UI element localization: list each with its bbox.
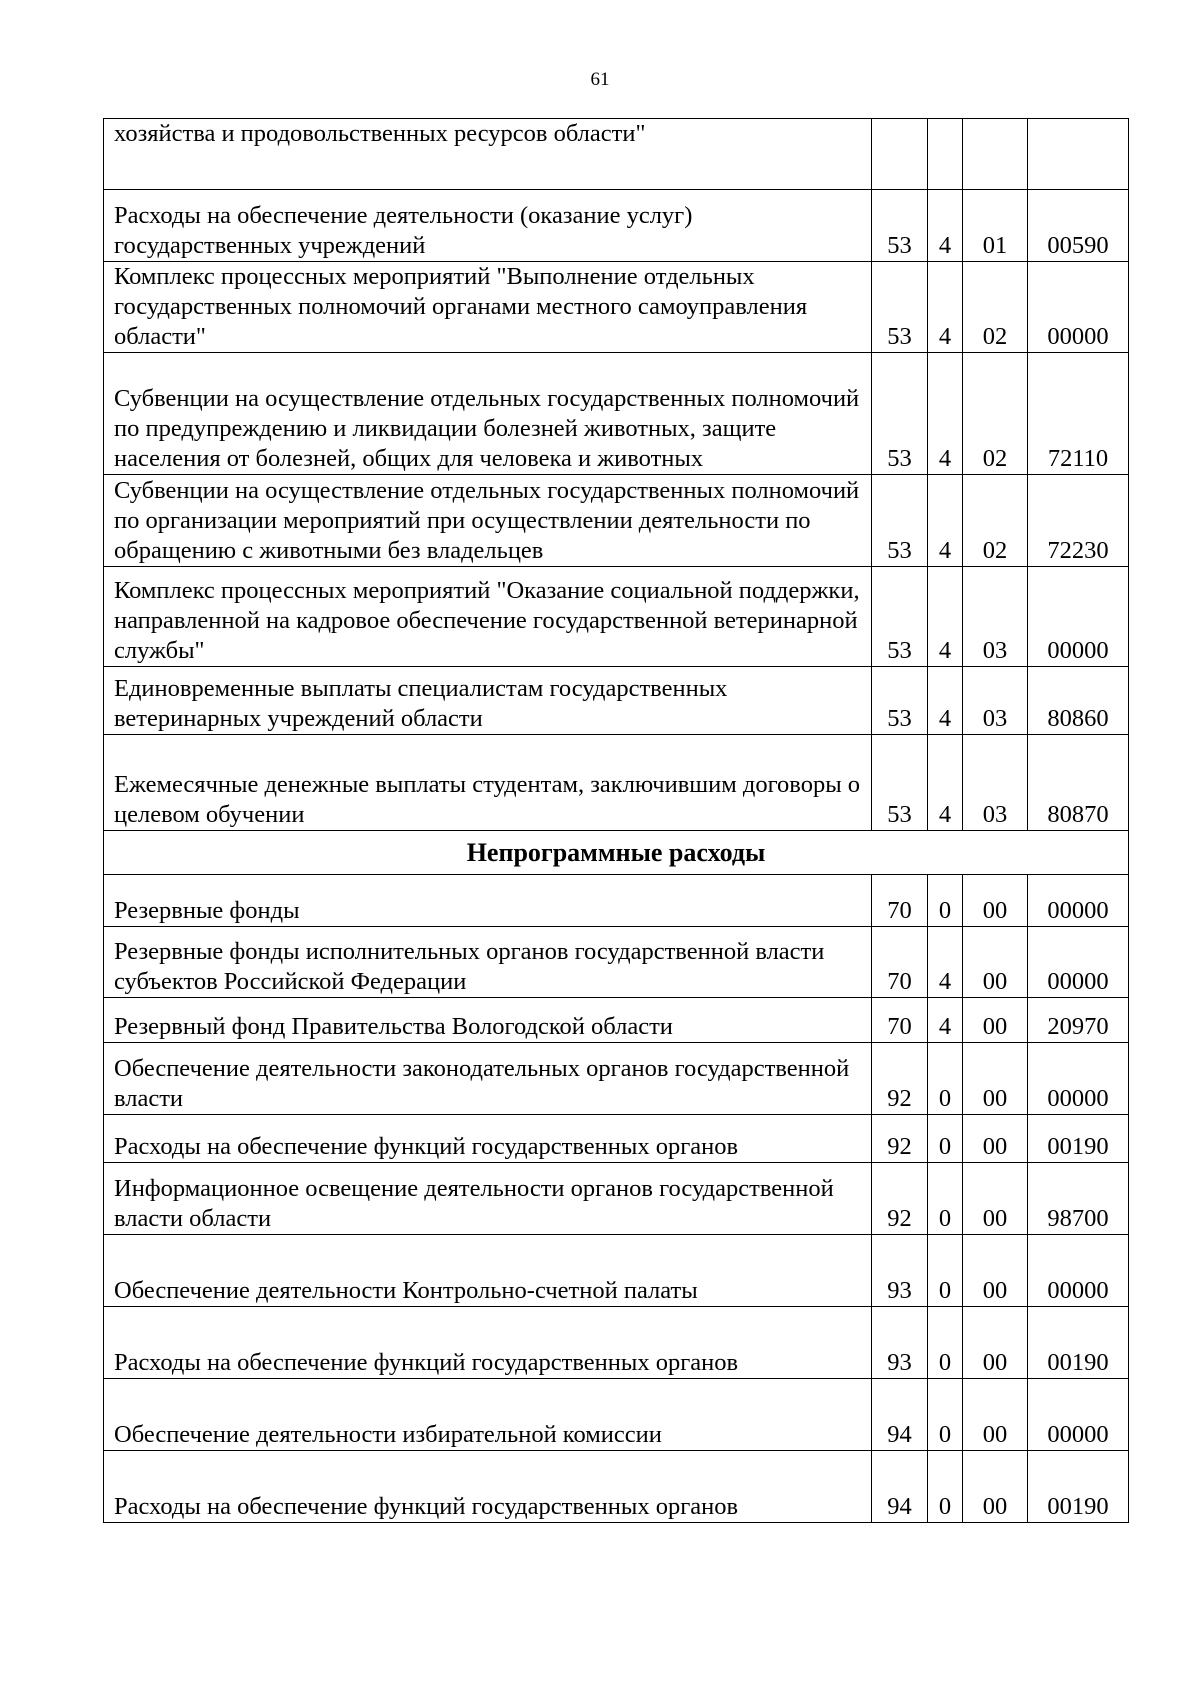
code-cell-4: 98700 xyxy=(1028,1163,1129,1235)
code-cell-2: 4 xyxy=(928,567,963,667)
table-row xyxy=(104,875,1129,927)
code-cell-2: 4 xyxy=(928,667,963,735)
code-cell-2: 0 xyxy=(928,1379,963,1451)
code-cell-3: 00 xyxy=(963,1235,1028,1307)
table-row xyxy=(104,262,1129,353)
code-cell-3: 00 xyxy=(963,1307,1028,1379)
code-cell-1: 92 xyxy=(872,1115,928,1163)
budget-classification-table xyxy=(103,118,1129,1523)
table-row xyxy=(104,998,1129,1043)
code-cell-3: 00 xyxy=(963,875,1028,927)
code-cell-3: 00 xyxy=(963,927,1028,998)
code-cell-2: 4 xyxy=(928,735,963,831)
code-cell-2: 0 xyxy=(928,875,963,927)
code-cell-3: 02 xyxy=(963,475,1028,567)
table-row xyxy=(104,1163,1129,1235)
code-cell-4: 00190 xyxy=(1028,1451,1129,1523)
code-cell-2: 0 xyxy=(928,1451,963,1523)
page-number: 61 xyxy=(590,69,610,90)
code-cell-1: 94 xyxy=(872,1379,928,1451)
code-cell-1: 53 xyxy=(872,262,928,353)
code-cell-3: 00 xyxy=(963,1115,1028,1163)
row-description: Ежемесячные денежные выплаты студентам, заключившим договоры о целевом обучении xyxy=(104,735,872,831)
code-cell-4: 00000 xyxy=(1028,1379,1129,1451)
code-cell-3: 00 xyxy=(963,1379,1028,1451)
code-cell-3: 01 xyxy=(963,190,1028,262)
code-cell-2: 0 xyxy=(928,1163,963,1235)
code-cell-1: 53 xyxy=(872,475,928,567)
code-cell-1: 53 xyxy=(872,567,928,667)
code-cell-1: 53 xyxy=(872,667,928,735)
code-cell-2 xyxy=(928,119,963,190)
table-body xyxy=(104,119,1129,1523)
code-cell-1 xyxy=(872,119,928,190)
code-cell-1: 92 xyxy=(872,1163,928,1235)
code-cell-2: 4 xyxy=(928,262,963,353)
table-row xyxy=(104,735,1129,831)
code-cell-1: 94 xyxy=(872,1451,928,1523)
code-cell-4: 20970 xyxy=(1028,998,1129,1043)
code-cell-3: 00 xyxy=(963,1451,1028,1523)
code-cell-4: 00000 xyxy=(1028,1235,1129,1307)
row-description: Расходы на обеспечение деятельности (оказание услуг) государственных учреждений xyxy=(104,190,872,262)
table-row xyxy=(104,1307,1129,1379)
code-cell-4: 80870 xyxy=(1028,735,1129,831)
table-row xyxy=(104,1379,1129,1451)
table-row xyxy=(104,667,1129,735)
code-cell-2: 0 xyxy=(928,1043,963,1115)
row-description: Субвенции на осуществление отдельных государственных полномочий по предупреждению и ликвидации болезней животных, защите населения от болезней, общих для человека и животных xyxy=(104,353,872,475)
code-cell-2: 0 xyxy=(928,1115,963,1163)
code-cell-3: 03 xyxy=(963,735,1028,831)
code-cell-3: 00 xyxy=(963,1163,1028,1235)
code-cell-1: 53 xyxy=(872,190,928,262)
table-row xyxy=(104,1235,1129,1307)
table-row xyxy=(104,190,1129,262)
row-description: Расходы на обеспечение функций государственных органов xyxy=(104,1307,872,1379)
table-row xyxy=(104,475,1129,567)
section-title: Непрограммные расходы xyxy=(104,831,1129,875)
table-row xyxy=(104,927,1129,998)
code-cell-3 xyxy=(963,119,1028,190)
code-cell-1: 70 xyxy=(872,875,928,927)
section-header-row xyxy=(104,831,1129,875)
code-cell-4: 00190 xyxy=(1028,1115,1129,1163)
table-row xyxy=(104,119,1129,190)
row-description: Обеспечение деятельности Контрольно-счетной палаты xyxy=(104,1235,872,1307)
row-description: Обеспечение деятельности законодательных органов государственной власти xyxy=(104,1043,872,1115)
code-cell-4: 72230 xyxy=(1028,475,1129,567)
code-cell-3: 03 xyxy=(963,567,1028,667)
code-cell-3: 00 xyxy=(963,998,1028,1043)
code-cell-4: 00190 xyxy=(1028,1307,1129,1379)
code-cell-4: 00000 xyxy=(1028,927,1129,998)
code-cell-3: 02 xyxy=(963,262,1028,353)
code-cell-2: 4 xyxy=(928,927,963,998)
row-description: Информационное освещение деятельности органов государственной власти области xyxy=(104,1163,872,1235)
code-cell-4: 00000 xyxy=(1028,567,1129,667)
code-cell-4: 00000 xyxy=(1028,262,1129,353)
row-description: Комплекс процессных мероприятий "Выполнение отдельных государственных полномочий органами местного самоуправления области" xyxy=(104,262,872,353)
code-cell-2: 4 xyxy=(928,190,963,262)
code-cell-1: 53 xyxy=(872,353,928,475)
code-cell-3: 02 xyxy=(963,353,1028,475)
code-cell-1: 70 xyxy=(872,998,928,1043)
table-row xyxy=(104,1043,1129,1115)
code-cell-1: 93 xyxy=(872,1235,928,1307)
row-description: Резервный фонд Правительства Вологодской области xyxy=(104,998,872,1043)
table-row xyxy=(104,1115,1129,1163)
code-cell-1: 92 xyxy=(872,1043,928,1115)
table-row xyxy=(104,1451,1129,1523)
code-cell-3: 00 xyxy=(963,1043,1028,1115)
row-description: Единовременные выплаты специалистам государственных ветеринарных учреждений области xyxy=(104,667,872,735)
row-description: Субвенции на осуществление отдельных государственных полномочий по организации мероприятий при осуществлении деятельности по обращению с животными без владельцев xyxy=(104,475,872,567)
table-row xyxy=(104,353,1129,475)
code-cell-4: 80860 xyxy=(1028,667,1129,735)
code-cell-2: 4 xyxy=(928,353,963,475)
row-description: Резервные фонды исполнительных органов государственной власти субъектов Российской Федерации xyxy=(104,927,872,998)
code-cell-4 xyxy=(1028,119,1129,190)
code-cell-1: 53 xyxy=(872,735,928,831)
code-cell-1: 70 xyxy=(872,927,928,998)
row-description: Обеспечение деятельности избирательной комиссии xyxy=(104,1379,872,1451)
code-cell-3: 03 xyxy=(963,667,1028,735)
row-description: Резервные фонды xyxy=(104,875,872,927)
row-description: Расходы на обеспечение функций государственных органов xyxy=(104,1451,872,1523)
code-cell-4: 00000 xyxy=(1028,875,1129,927)
code-cell-2: 0 xyxy=(928,1307,963,1379)
row-description: Комплекс процессных мероприятий "Оказание социальной поддержки, направленной на кадровое обеспечение государственной ветеринарной службы" xyxy=(104,567,872,667)
code-cell-4: 72110 xyxy=(1028,353,1129,475)
row-description: хозяйства и продовольственных ресурсов области" xyxy=(104,119,872,190)
code-cell-2: 0 xyxy=(928,1235,963,1307)
code-cell-1: 93 xyxy=(872,1307,928,1379)
code-cell-4: 00590 xyxy=(1028,190,1129,262)
row-description: Расходы на обеспечение функций государственных органов xyxy=(104,1115,872,1163)
code-cell-2: 4 xyxy=(928,998,963,1043)
code-cell-2: 4 xyxy=(928,475,963,567)
table-row xyxy=(104,567,1129,667)
code-cell-4: 00000 xyxy=(1028,1043,1129,1115)
